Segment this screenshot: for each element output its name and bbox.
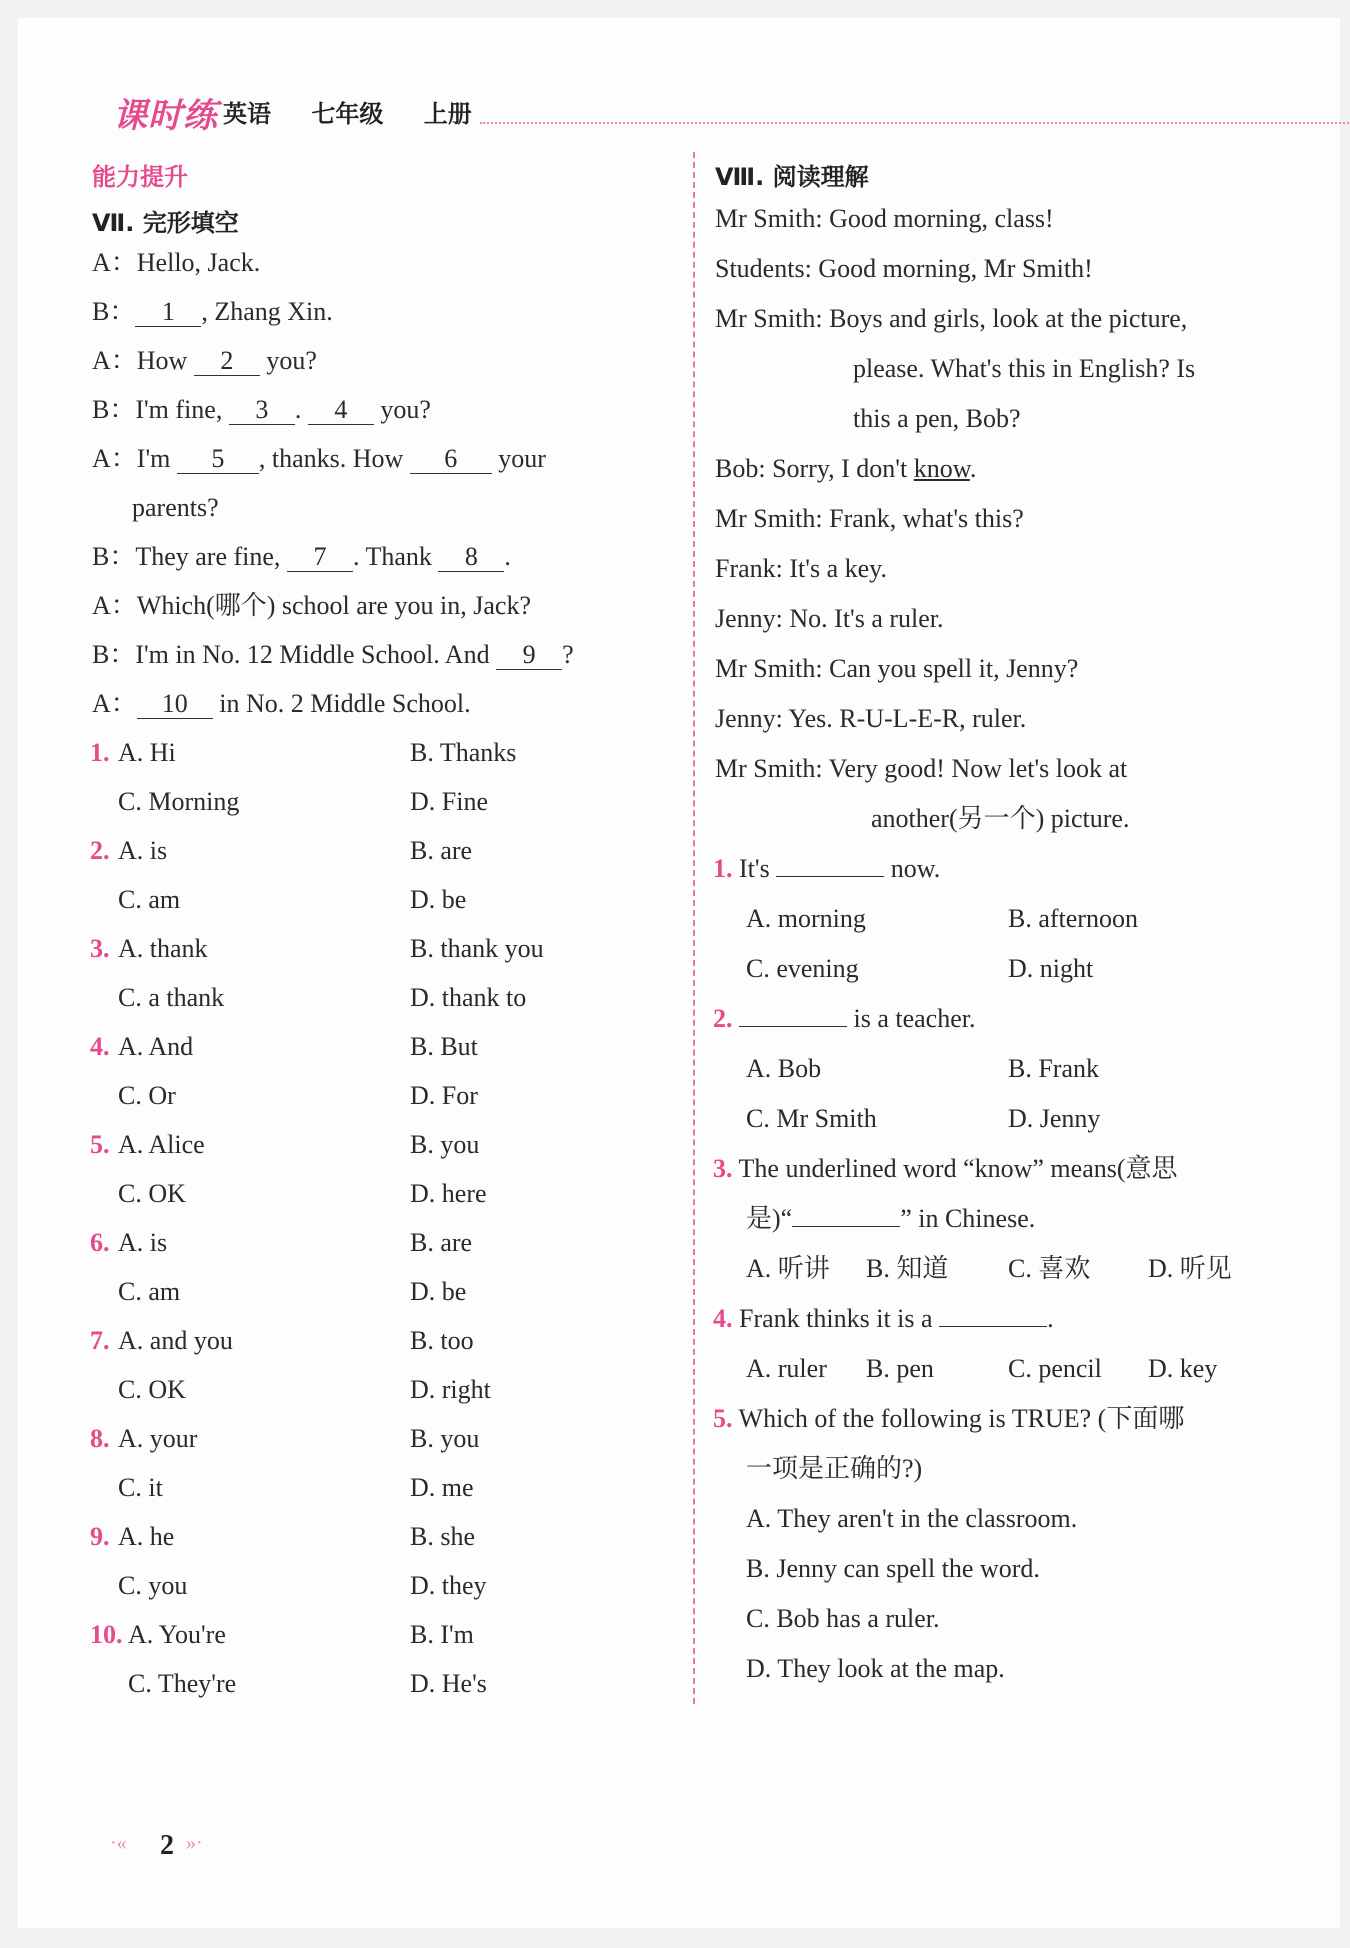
option[interactable]: D. be [410,1277,467,1306]
option[interactable]: B. Frank [1008,1054,1099,1083]
option[interactable]: A. and you [118,1326,233,1355]
option[interactable]: B. you [410,1130,480,1159]
option[interactable]: B. pen [866,1354,934,1383]
option[interactable]: B. she [410,1522,475,1551]
blank[interactable]: 5 [177,445,259,474]
left-chevron-icon: ·« [110,1832,127,1854]
blank[interactable] [739,1026,847,1027]
option[interactable]: A. ruler [746,1354,827,1383]
blank[interactable]: 7 [287,543,353,572]
question-number: 7. [90,1326,110,1355]
option[interactable]: A. morning [746,904,866,933]
subject-info [223,94,490,129]
reading-question-2: 2. is a teacher. [713,1004,976,1033]
dialogue-line: A： 10 in No. 2 Middle School. [92,689,471,718]
reading-question-4: 4. Frank thinks it is a . [713,1304,1054,1333]
question-number: 10. [90,1620,123,1649]
option[interactable]: C. pencil [1008,1354,1102,1383]
option[interactable]: C. am [118,885,181,914]
option[interactable]: B. are [410,836,473,865]
blank[interactable]: 1 [135,298,201,327]
blank[interactable]: 3 [229,396,295,425]
dialogue-line: A：Which(哪个) school are you in, Jack? [92,591,531,620]
option[interactable]: B. Jenny can spell the word. [746,1554,1040,1583]
option[interactable]: D. night [1008,954,1094,983]
page-number-badge [110,1832,220,1862]
dialogue-line: B： 1 , Zhang Xin. [92,297,333,326]
option[interactable]: A. 听讲 [746,1254,830,1283]
question-number: 2. [90,836,110,865]
option[interactable]: D. they [410,1571,487,1600]
passage-line: Jenny: No. It's a ruler. [715,604,944,633]
passage-line: Mr Smith: Boys and girls, look at the picture, [715,304,1188,333]
passage-line: Mr Smith: Can you spell it, Jenny? [715,654,1079,683]
option[interactable]: B. are [410,1228,473,1257]
blank[interactable]: 10 [137,690,213,719]
reading-question-1: 1. It's now. [713,854,941,883]
option[interactable]: A. Hi [118,738,176,767]
option[interactable]: A. And [118,1032,194,1061]
option[interactable]: D. right [410,1375,491,1404]
option[interactable]: D. here [410,1179,487,1208]
blank[interactable]: 4 [308,396,374,425]
option[interactable]: D. He's [410,1669,487,1698]
passage-line: Mr Smith: Good morning, class! [715,204,1054,233]
option[interactable]: C. They're [128,1669,237,1698]
dialogue-line: B：I'm in No. 12 Middle School. And 9 ? [92,640,574,669]
subject-label: 英语 [223,100,271,128]
passage-line: Mr Smith: Very good! Now let's look at [715,754,1128,783]
passage-line: Jenny: Yes. R-U-L-E-R, ruler. [715,704,1027,733]
dialogue-line: A：Hello, Jack. [92,248,261,277]
passage-line: another(另一个) picture. [871,804,1130,833]
option[interactable]: D. For [410,1081,478,1110]
reading-question-5: 5. Which of the following is TRUE? (下面哪 [713,1404,1185,1433]
option[interactable]: D. thank to [410,983,527,1012]
option[interactable]: C. Bob has a ruler. [746,1604,940,1633]
blank[interactable] [776,876,884,877]
option[interactable]: A. You're [128,1620,226,1649]
question-number: 4. [90,1032,110,1061]
dialogue-line: B：They are fine, 7 . Thank 8 . [92,542,511,571]
option[interactable]: B. too [410,1326,474,1355]
option[interactable]: C. Morning [118,787,240,816]
reading-section-title: Ⅷ. 阅读理解 [715,163,869,191]
option[interactable]: A. he [118,1522,175,1551]
section-label: 能力提升 [92,163,188,191]
passage-line: Bob: Sorry, I don't know. [715,454,977,483]
right-chevron-icon: »· [186,1832,203,1854]
grade-label: 七年级 [311,100,384,128]
brand-logo: 课时练 [113,96,218,136]
question-number: 5. [90,1130,110,1159]
column-divider [693,152,695,1704]
option[interactable]: B. you [410,1424,480,1453]
option[interactable]: B. 知道 [866,1254,949,1283]
dialogue-line: B：I'm fine, 3 . 4 you? [92,395,431,424]
page-header [95,88,1345,136]
option[interactable]: A. is [118,1228,168,1257]
option[interactable]: D. be [410,885,467,914]
cloze-section-title: Ⅶ. 完形填空 [92,209,239,237]
option[interactable]: A. your [118,1424,198,1453]
option[interactable]: C. 喜欢 [1008,1254,1091,1283]
option[interactable]: D. 听见 [1148,1254,1232,1283]
dialogue-line: A：I'm 5 , thanks. How 6 your [92,444,546,473]
passage-line: please. What's this in English? Is [853,354,1196,383]
option[interactable]: A. is [118,836,168,865]
page-number: 2 [160,1830,174,1861]
option[interactable]: B. I'm [410,1620,474,1649]
blank[interactable]: 6 [410,445,492,474]
blank[interactable]: 8 [438,543,504,572]
passage-line: this a pen, Bob? [853,404,1021,433]
option[interactable]: D. key [1148,1354,1218,1383]
question-number: 9. [90,1522,110,1551]
option[interactable]: C. Mr Smith [746,1104,877,1133]
question-number: 1. [90,738,110,767]
option[interactable]: A. Alice [118,1130,205,1159]
dialogue-line: A：How 2 you? [92,346,317,375]
volume-label: 上册 [423,100,472,128]
option[interactable]: C. am [118,1277,181,1306]
option[interactable]: D. me [410,1473,474,1502]
blank[interactable]: 9 [496,641,562,670]
passage-line: Frank: It's a key. [715,554,887,583]
question-number: 8. [90,1424,110,1453]
question-number: 3. [90,934,110,963]
option[interactable]: B. But [410,1032,478,1061]
option[interactable]: A. Bob [746,1054,822,1083]
header-divider [480,122,1350,124]
reading-question-5-cont: 一项是正确的?) [746,1454,923,1483]
option[interactable]: C. it [118,1473,163,1502]
option[interactable]: C. OK [118,1179,186,1208]
blank[interactable] [939,1326,1047,1327]
option[interactable]: D. They look at the map. [746,1654,1005,1683]
option[interactable]: D. Jenny [1008,1104,1101,1133]
reading-question-3-cont: 是)“ ” in Chinese. [746,1204,1036,1233]
option[interactable]: A. thank [118,934,208,963]
option[interactable]: C. you [118,1571,188,1600]
option[interactable]: C. OK [118,1375,186,1404]
blank[interactable] [792,1226,900,1227]
dialogue-line: parents? [132,493,219,522]
option[interactable]: C. evening [746,954,859,983]
option[interactable]: B. afternoon [1008,904,1138,933]
question-number: 6. [90,1228,110,1257]
passage-line: Students: Good morning, Mr Smith! [715,254,1093,283]
option[interactable]: C. a thank [118,983,225,1012]
option[interactable]: A. They aren't in the classroom. [746,1504,1078,1533]
option[interactable]: B. Thanks [410,738,517,767]
option[interactable]: D. Fine [410,787,488,816]
passage-line: Mr Smith: Frank, what's this? [715,504,1024,533]
underlined-word: know [913,454,970,483]
option[interactable]: B. thank you [410,934,544,963]
blank[interactable]: 2 [194,347,260,376]
reading-question-3: 3. The underlined word “know” means(意思 [713,1154,1178,1183]
option[interactable]: C. Or [118,1081,176,1110]
